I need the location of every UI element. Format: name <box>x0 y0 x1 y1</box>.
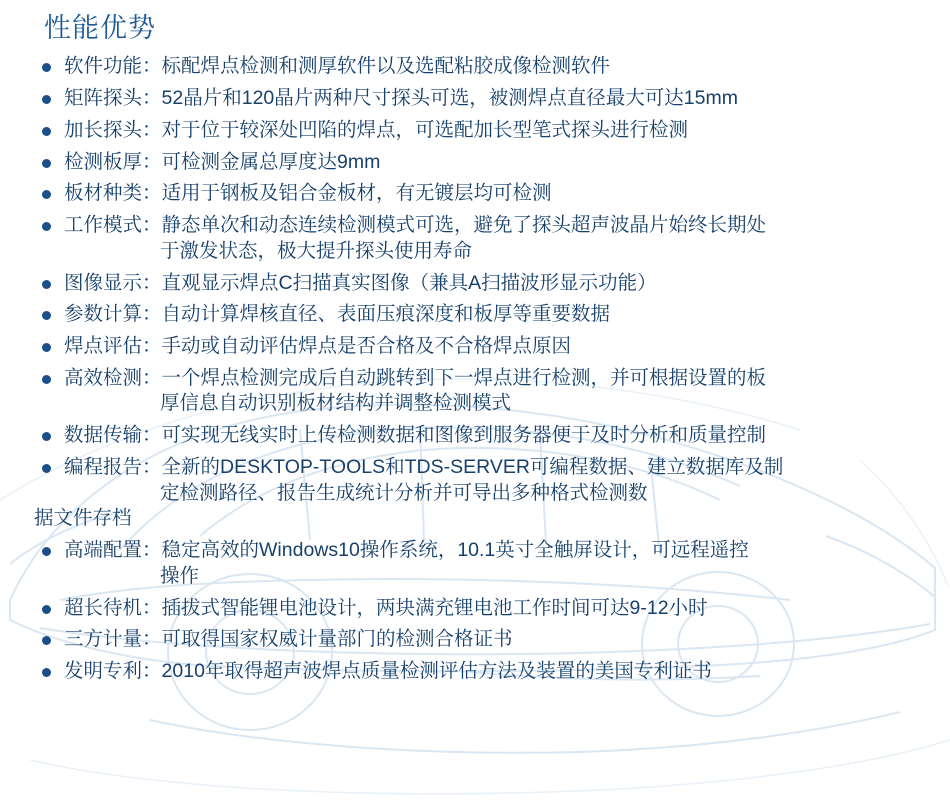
bullet-dot-icon <box>42 311 51 320</box>
list-item <box>34 213 936 264</box>
list-item-label: 矩阵探头 <box>64 87 143 110</box>
list-item-separator: ： <box>142 366 162 389</box>
list-item <box>34 54 936 80</box>
list-item <box>34 271 936 297</box>
list-item-label: 软件功能 <box>64 55 143 78</box>
list-item-text: 插拔式智能锂电池设计，两块满充锂电池工作时间可达9-12小时 <box>161 596 708 619</box>
list-item-text: 全新的DESKTOP-TOOLS和TDS-SERVER可编程数据、建立数据库及制 <box>161 455 784 478</box>
list-item-label: 参数计算 <box>64 303 143 326</box>
list-item-label: 高端配置 <box>64 539 143 562</box>
list-item-text: 稳定高效的Windows10操作系统，10.1英寸全触屏设计，可远程遥控 <box>161 539 749 562</box>
list-item-label: 三方计量 <box>64 628 143 651</box>
list-item-continuation: 于激发状态，极大提升探头使用寿命 <box>160 239 473 262</box>
list-item-separator: ： <box>142 424 162 447</box>
list-item-label: 板材种类 <box>64 182 143 205</box>
feature-list <box>34 54 936 684</box>
bullet-dot-icon <box>42 280 51 289</box>
list-item-continuation: 据文件存档 <box>34 507 132 530</box>
list-item-text: 一个焊点检测完成后自动跳转到下一焊点进行检测，并可根据设置的板 <box>161 366 767 389</box>
list-item-separator: ： <box>142 182 162 205</box>
list-item-text: 对于位于较深处凹陷的焊点，可选配加长型笔式探头进行检测 <box>161 118 689 141</box>
bullet-dot-icon <box>42 343 51 352</box>
list-item-text: 手动或自动评估焊点是否合格及不合格焊点原因 <box>161 335 572 357</box>
list-item-label: 焊点评估 <box>64 335 143 357</box>
list-item <box>34 596 936 622</box>
list-item-separator: ： <box>142 118 162 141</box>
list-item-separator: ： <box>142 271 162 294</box>
list-item <box>34 150 936 176</box>
bullet-dot-icon <box>42 127 51 136</box>
list-item <box>34 423 936 449</box>
list-item-label: 工作模式 <box>64 214 143 237</box>
list-item-text: 自动计算焊核直径、表面压痕深度和板厚等重要数据 <box>161 303 611 326</box>
list-item-label: 检测板厚 <box>64 150 143 173</box>
list-item-text: 52晶片和120晶片两种尺寸探头可选，被测焊点直径最大可达15mm <box>161 87 738 110</box>
list-item-label: 发明专利 <box>64 660 143 683</box>
list-item-separator: ： <box>142 55 162 78</box>
bullet-dot-icon <box>42 432 51 441</box>
list-item <box>34 455 936 532</box>
list-item-text: 可检测金属总厚度达9mm <box>161 150 381 173</box>
bullet-dot-icon <box>42 547 51 556</box>
list-item-label: 加长探头 <box>64 118 143 141</box>
list-item <box>34 302 936 328</box>
list-item-separator: ： <box>142 455 162 478</box>
list-item-separator: ： <box>142 214 162 237</box>
list-item-text: 直观显示焊点C扫描真实图像（兼具A扫描波形显示功能） <box>161 271 657 294</box>
bullet-dot-icon <box>42 464 51 473</box>
list-item-separator: ： <box>142 335 162 357</box>
list-item-separator: ： <box>142 150 162 173</box>
list-item <box>34 334 936 360</box>
page-title: 性能优势 <box>44 13 156 43</box>
list-item-separator: ： <box>142 539 162 562</box>
list-item <box>34 366 936 417</box>
list-item-continuation: 厚信息自动识别板材结构并调整检测模式 <box>160 392 512 415</box>
bullet-dot-icon <box>42 63 51 72</box>
list-item-separator: ： <box>142 660 162 683</box>
list-item-separator: ： <box>142 596 162 619</box>
list-item-text: 可取得国家权威计量部门的检测合格证书 <box>161 628 513 651</box>
list-item <box>34 659 936 685</box>
list-item <box>34 627 936 653</box>
bullet-dot-icon <box>42 668 51 677</box>
list-item <box>34 538 936 589</box>
list-item-continuation: 操作 <box>160 564 200 587</box>
list-item-separator: ： <box>142 87 162 110</box>
list-item-text: 2010年取得超声波焊点质量检测评估方法及装置的美国专利证书 <box>161 660 712 683</box>
list-item-text: 可实现无线实时上传检测数据和图像到服务器便于及时分析和质量控制 <box>161 424 767 447</box>
bullet-dot-icon <box>42 636 51 645</box>
list-item <box>34 118 936 144</box>
list-item-label: 图像显示 <box>64 271 143 294</box>
bullet-dot-icon <box>42 159 51 168</box>
bullet-dot-icon <box>42 375 51 384</box>
list-item-label: 编程报告 <box>64 455 143 478</box>
list-item-label: 超长待机 <box>64 596 143 619</box>
bullet-dot-icon <box>42 605 51 614</box>
list-item-label: 高效检测 <box>64 366 143 389</box>
list-item-text: 静态单次和动态连续检测模式可选，避免了探头超声波晶片始终长期处 <box>161 214 767 237</box>
list-item <box>34 181 936 207</box>
list-item <box>34 86 936 112</box>
list-item-separator: ： <box>142 628 162 651</box>
bullet-dot-icon <box>42 95 51 104</box>
list-item-text: 标配焊点检测和测厚软件以及选配粘胶成像检测软件 <box>161 55 611 78</box>
bullet-dot-icon <box>42 222 51 231</box>
bullet-dot-icon <box>42 190 51 199</box>
list-item-continuation: 定检测路径、报告生成统计分析并可导出多种格式检测数 <box>160 481 648 504</box>
list-item-label: 数据传输 <box>64 424 143 447</box>
list-item-text: 适用于钢板及铝合金板材，有无镀层均可检测 <box>161 182 552 205</box>
list-item-separator: ： <box>142 303 162 326</box>
